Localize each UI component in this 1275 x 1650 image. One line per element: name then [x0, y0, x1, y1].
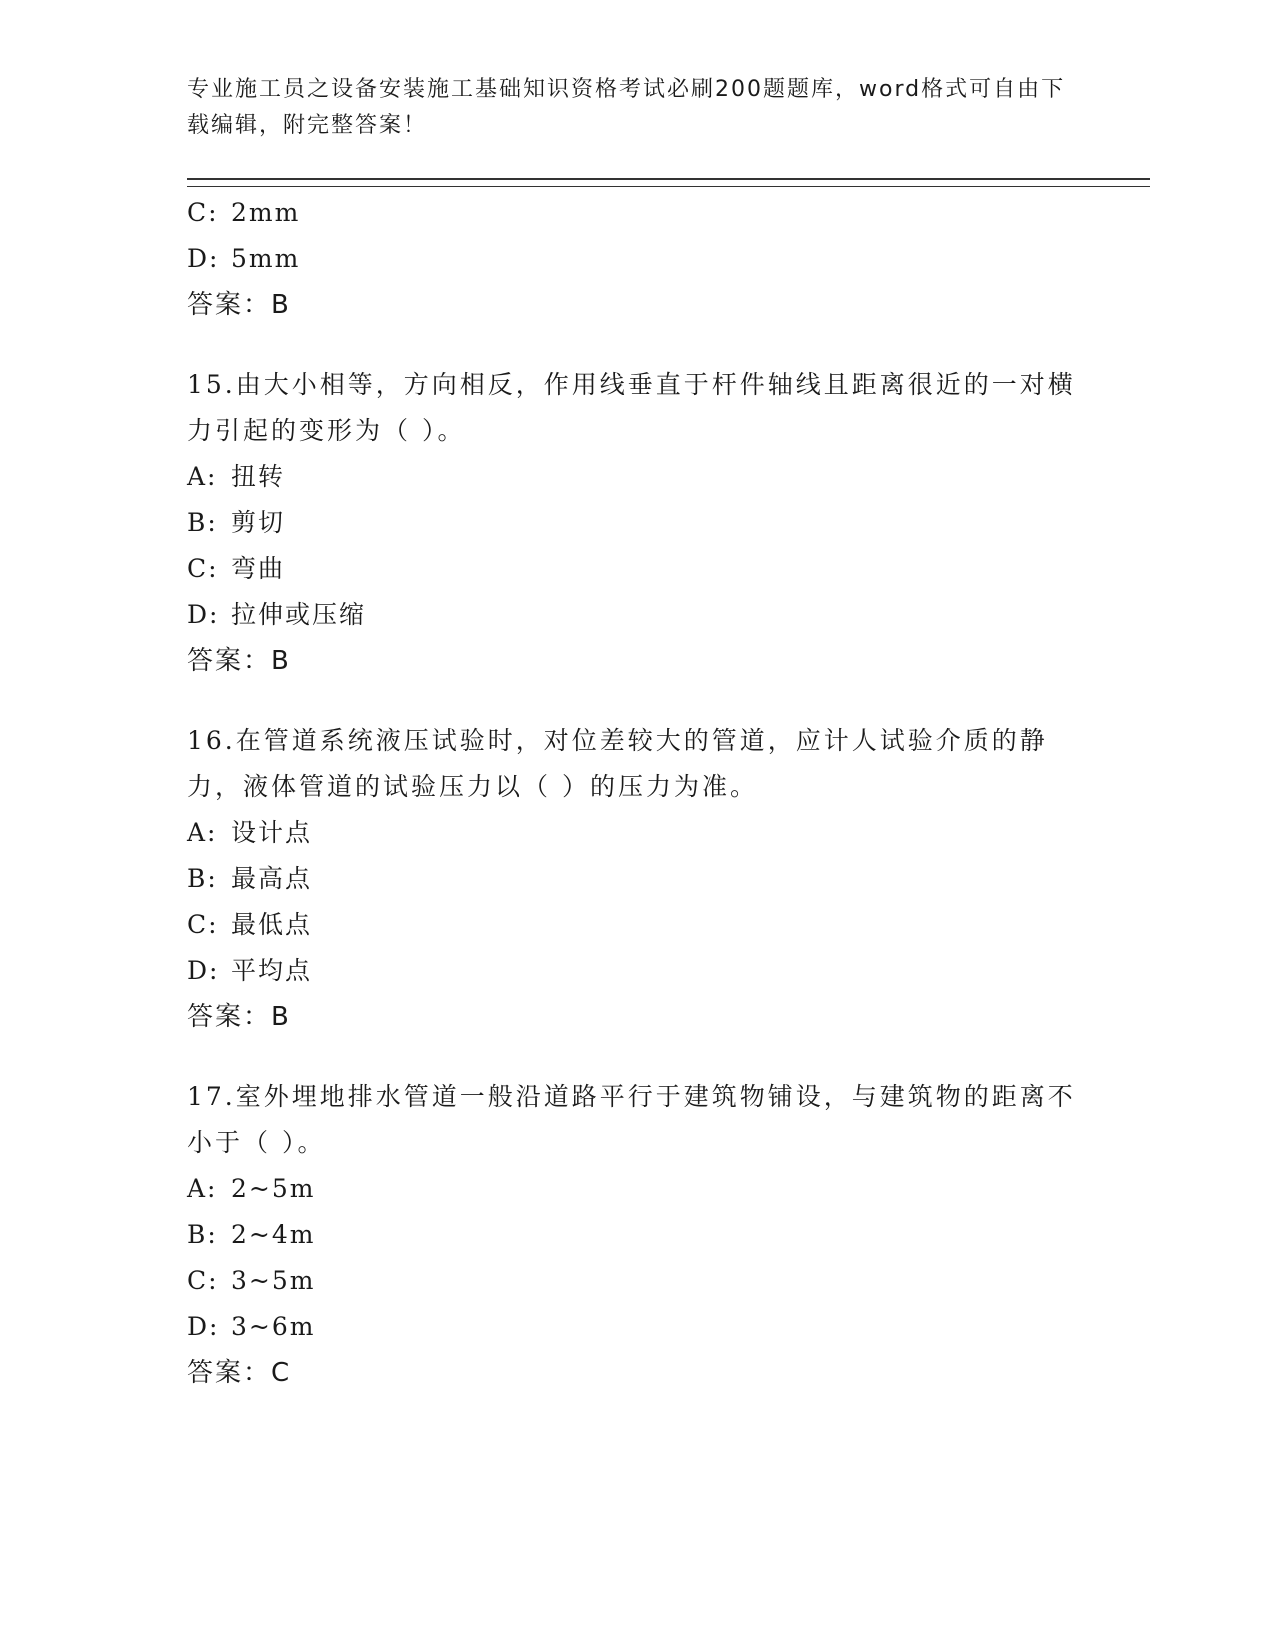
- option-prefix: A:: [187, 1174, 218, 1203]
- option-b: [187, 500, 1087, 546]
- option-text: 最低点: [231, 910, 313, 939]
- option-prefix: D:: [187, 956, 220, 985]
- option-a: [187, 810, 1087, 856]
- option-prefix: D:: [187, 244, 220, 273]
- option-a: [187, 454, 1087, 500]
- option-text: 设计点: [231, 818, 313, 847]
- option-a: [187, 1166, 1087, 1212]
- question-17: [187, 1074, 1087, 1396]
- option-d: [187, 1304, 1087, 1350]
- option-text: 2~4m: [231, 1220, 316, 1249]
- option-text: 弯曲: [231, 554, 286, 583]
- option-prefix: B:: [187, 508, 218, 537]
- answer-line: 答案：B: [187, 290, 291, 320]
- answer-line: 答案：B: [187, 646, 291, 676]
- page-header: [187, 72, 1087, 144]
- option-b: [187, 856, 1087, 902]
- question-16: [187, 718, 1087, 1040]
- option-prefix: C:: [187, 554, 219, 583]
- option-prefix: D:: [187, 600, 220, 629]
- option-prefix: C:: [187, 910, 219, 939]
- option-text: 平均点: [231, 956, 313, 985]
- option-c: [187, 1258, 1087, 1304]
- option-c: [187, 546, 1087, 592]
- option-c: [187, 902, 1087, 948]
- question-list: [187, 190, 1087, 1396]
- option-text: 2~5m: [231, 1174, 316, 1203]
- option-prefix: C:: [187, 1266, 219, 1295]
- question-text: 16.在管道系统液压试验时，对位差较大的管道，应计人试验介质的静力，液体管道的试验压力以（ ）的压力为准。: [187, 726, 1048, 801]
- option-prefix: B:: [187, 864, 218, 893]
- option-text: 3~5m: [231, 1266, 316, 1295]
- question-text: 15.由大小相等，方向相反，作用线垂直于杆件轴线且距离很近的一对横力引起的变形为（ ）。: [187, 370, 1076, 445]
- option-prefix: A:: [187, 462, 218, 491]
- option-c: [187, 190, 1087, 236]
- option-d: [187, 236, 1087, 282]
- header-divider: [187, 178, 1150, 187]
- option-b: [187, 1212, 1087, 1258]
- option-text: 2mm: [231, 198, 301, 227]
- option-prefix: C:: [187, 198, 219, 227]
- option-text: 最高点: [231, 864, 313, 893]
- question-text: 17.室外埋地排水管道一般沿道路平行于建筑物铺设，与建筑物的距离不小于（ ）。: [187, 1082, 1076, 1157]
- option-prefix: B:: [187, 1220, 218, 1249]
- option-text: 5mm: [231, 244, 301, 273]
- document-title: 专业施工员之设备安装施工基础知识资格考试必刷200题题库，word格式可自由下载编辑，附完整答案！: [187, 77, 1066, 138]
- question-15: [187, 362, 1087, 684]
- option-text: 扭转: [231, 462, 286, 491]
- option-text: 3~6m: [231, 1312, 316, 1341]
- answer-line: 答案：B: [187, 1002, 291, 1032]
- option-d: [187, 948, 1087, 994]
- previous-question-tail: [187, 190, 1087, 328]
- option-prefix: D:: [187, 1312, 220, 1341]
- option-text: 剪切: [231, 508, 286, 537]
- answer-line: 答案：C: [187, 1358, 292, 1388]
- option-d: [187, 592, 1087, 638]
- option-text: 拉伸或压缩: [231, 600, 367, 629]
- option-prefix: A:: [187, 818, 218, 847]
